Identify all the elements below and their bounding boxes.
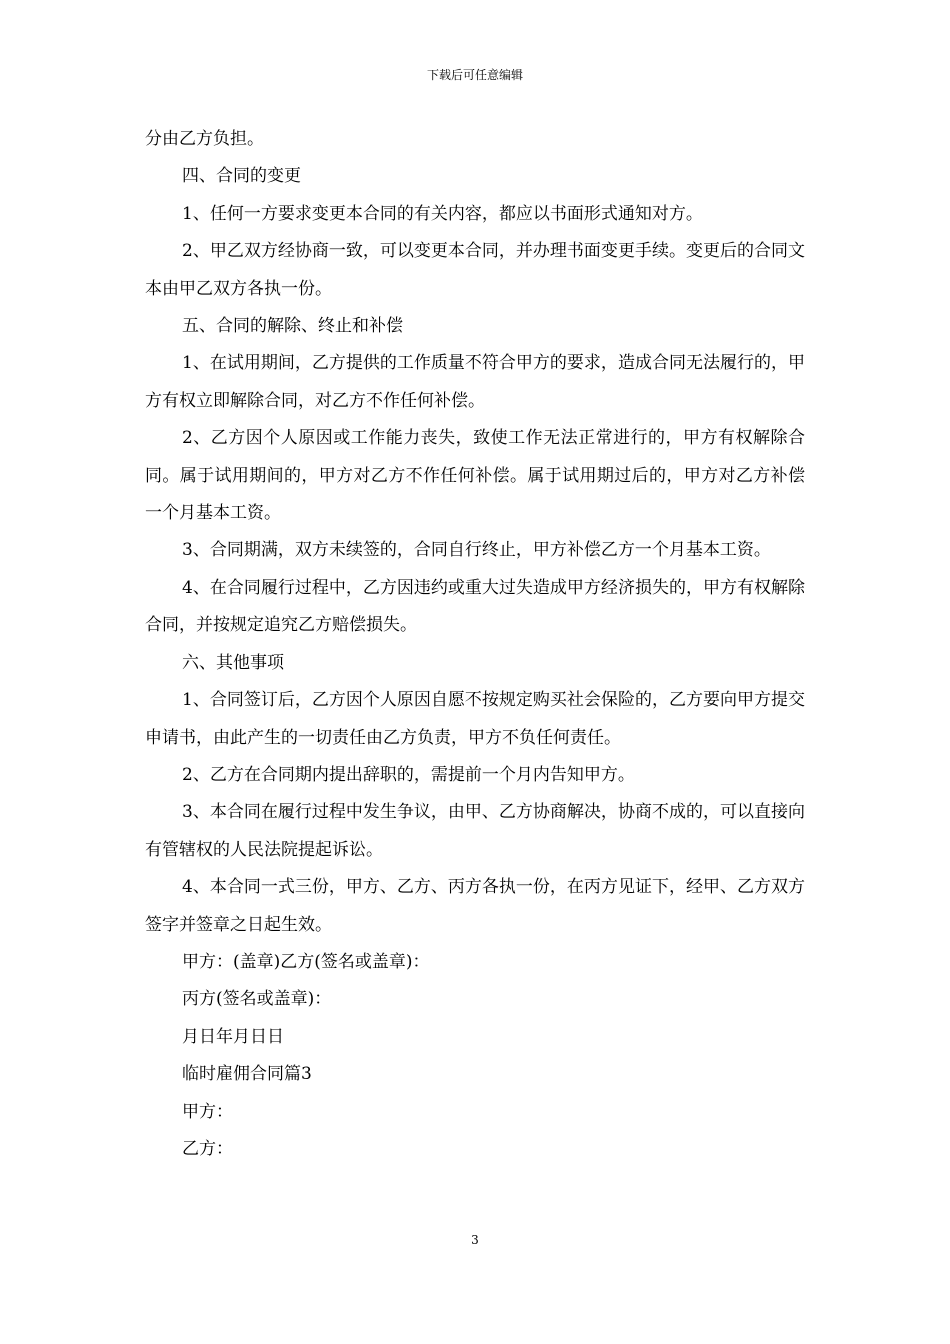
party-a-line: 甲方： <box>182 1101 233 1122</box>
paragraph: 1、合同签订后，乙方因个人原因自愿不按规定购买社会保险的，乙方要向甲方提交申请书，由此产生的一切责任由乙方负责，甲方不负任何责任。 <box>145 690 805 748</box>
party-b-line: 乙方： <box>182 1138 233 1159</box>
contract-title: 临时雇佣合同篇3 <box>182 1064 312 1085</box>
paragraph: 3、合同期满，双方未续签的，合同自行终止，甲方补偿乙方一个月基本工资。 <box>182 540 771 561</box>
signature-line-party-c: 丙方(签名或盖章)： <box>182 989 332 1010</box>
document-body <box>145 121 805 1168</box>
paragraph: 4、在合同履行过程中，乙方因违约或重大过失造成甲方经济损失的，甲方有权解除合同，并按规定追究乙方赔偿损失。 <box>145 577 805 636</box>
paragraph: 2、乙方在合同期内提出辞职的，需提前一个月内告知甲方。 <box>182 764 635 785</box>
date-line: 月日年月日日 <box>182 1026 284 1047</box>
paragraph: 2、甲乙双方经协商一致，可以变更本合同，并办理书面变更手续。变更后的合同文本由甲乙双方各执一份。 <box>145 241 805 299</box>
paragraph: 2、乙方因个人原因或工作能力丧失，致使工作无法正常进行的，甲方有权解除合同。属于试用期间的，甲方对乙方不作任何补偿。属于试用期过后的，甲方对乙方补偿一个月基本工资。 <box>145 428 805 524</box>
paragraph: 4、本合同一式三份，甲方、乙方、丙方各执一份，在丙方见证下，经甲、乙方双方签字并签章之日起生效。 <box>145 877 805 935</box>
paragraph: 1、在试用期间，乙方提供的工作质量不符合甲方的要求，造成合同无法履行的，甲方有权立即解除合同，对乙方不作任何补偿。 <box>145 353 805 411</box>
section-heading: 五、合同的解除、终止和补偿 <box>182 316 403 337</box>
section-heading: 四、合同的变更 <box>182 166 301 187</box>
section-heading: 六、其他事项 <box>182 652 284 673</box>
page-header: 下载后可任意编辑 <box>426 68 523 82</box>
page-number: 3 <box>471 1233 479 1247</box>
paragraph: 分由乙方负担。 <box>145 129 264 149</box>
paragraph: 1、任何一方要求变更本合同的有关内容，都应以书面形式通知对方。 <box>182 203 703 224</box>
paragraph: 3、本合同在履行过程中发生争议，由甲、乙方协商解决，协商不成的，可以直接向有管辖权的人民法院提起诉讼。 <box>145 802 805 860</box>
signature-line-party-a-b: 甲方：(盖章)乙方(签名或盖章)： <box>182 951 430 972</box>
